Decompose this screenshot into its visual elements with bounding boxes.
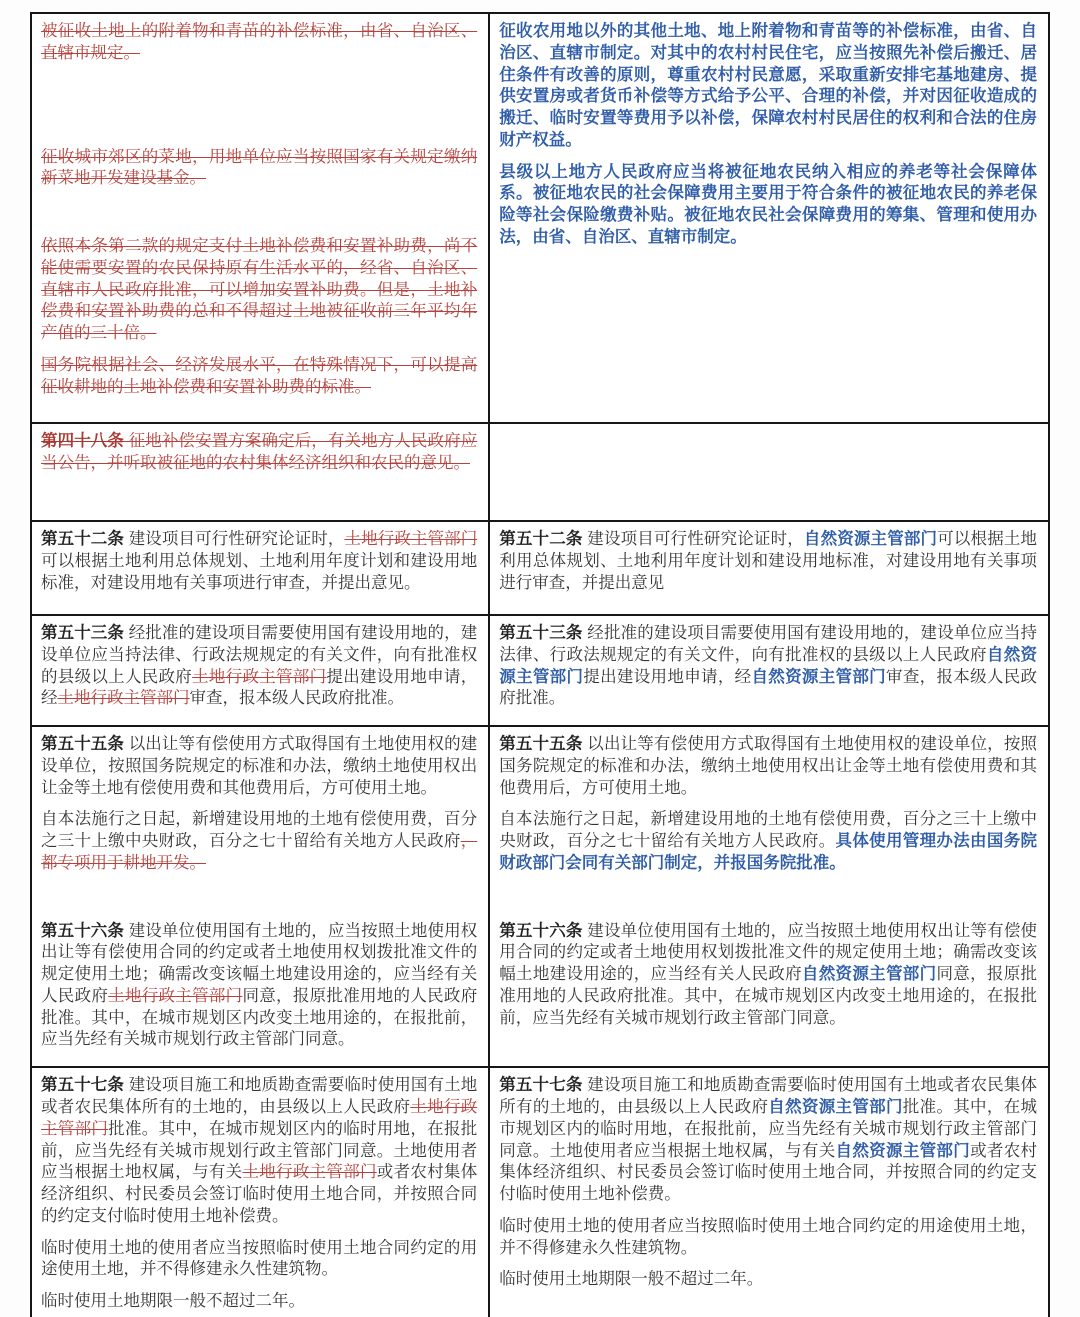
table-row bbox=[32, 520, 1048, 614]
article-number: 第五十七条 bbox=[41, 1076, 125, 1095]
article-number: 第五十五条 bbox=[499, 735, 583, 754]
body-text: 自本法施行之日起，新增建设用地的土地有偿使用费，百分之三十上缴中央财政，百分之七十留给有关地方人民政府 bbox=[41, 810, 478, 851]
body-text: 临时使用土地期限一般不超过二年。 bbox=[41, 1292, 305, 1311]
body-text: 审查，报本级人民政府批准。 bbox=[189, 689, 404, 708]
body-text: 建设项目施工和地质勘查需要临时使用国有土地或者农民集体所有的土地的，由县级以上人民政府 bbox=[41, 1076, 478, 1117]
table-row bbox=[32, 422, 1048, 520]
old-version-cell bbox=[32, 616, 488, 725]
paragraph bbox=[499, 623, 1037, 710]
added-text: 自然资源主管部门 bbox=[835, 1141, 971, 1160]
blank-line bbox=[41, 885, 477, 911]
body-text: 建设单位使用国有土地的，应当按照土地使用权出让等有偿使用合同的约定或者土地使用权划拨批准文件的规定使用土地；确需改变该幅土地建设用途的，应当经有关人民政府 bbox=[41, 921, 478, 1005]
paragraph bbox=[41, 1075, 477, 1227]
new-version-cell bbox=[488, 424, 1048, 520]
paragraph bbox=[499, 809, 1037, 874]
body-text: 建设项目可行性研究论证时， bbox=[124, 530, 345, 548]
paragraph bbox=[499, 734, 1037, 799]
paragraph bbox=[41, 1291, 477, 1313]
deleted-text: 征收城市郊区的菜地，用地单位应当按照国家有关规定缴纳新菜地开发建设基金。 bbox=[41, 147, 478, 188]
body-text: 批准。其中，在城市规划区内的临时用地，在报批前，应当先经有关城市规划行政主管部门同意。土地使用者应当根据土地权属，与有关 bbox=[499, 1098, 1038, 1160]
new-version-cell bbox=[488, 14, 1048, 422]
paragraph bbox=[41, 921, 477, 1052]
deleted-text: 土地行政主管部门 bbox=[108, 986, 243, 1005]
article-number: 第五十二条 bbox=[499, 530, 583, 548]
body-text: 经批准的建设项目需要使用国有建设用地的，建设单位应当持法律、行政法规规定的有关文件，向有批准权的县级以上人民政府 bbox=[499, 624, 1038, 664]
deleted-text: 土地行政主管部门 bbox=[41, 1098, 478, 1138]
article-number: 第五十三条 bbox=[499, 624, 583, 642]
body-text: 临时使用土地的使用者应当按照临时使用土地合同约定的用途使用土地，并不得修建永久性建筑物。 bbox=[499, 1216, 1037, 1257]
body-text: 建设单位使用国有土地的，应当按照土地使用权出让等有偿使用合同的约定或者土地使用权划拨批准文件的规定使用土地；确需改变该幅土地建设用途的，应当经有关人民政府 bbox=[499, 921, 1038, 984]
added-text: 自然资源主管部门 bbox=[499, 645, 1038, 686]
article-number: 第五十六条 bbox=[41, 921, 125, 940]
paragraph bbox=[41, 147, 477, 191]
deleted-text: 土地行政主管部门 bbox=[242, 1163, 377, 1182]
paragraph bbox=[499, 1216, 1037, 1260]
article-number: 第五十六条 bbox=[499, 921, 583, 940]
deleted-text: 征地补偿安置方案确定后，有关地方人民政府应当公告，并听取被征地的农村集体经济组织和农民的意见。 bbox=[41, 432, 478, 472]
table-row bbox=[32, 614, 1048, 725]
deleted-text: 依照本条第二款的规定支付土地补偿费和安置补助费，尚不能使需要安置的农民保持原有生活水平的，经省、自治区、直辖市人民政府批准，可以增加安置补助费。但是，土地补偿费和安置补助费的总和不得超过土地被征收前三年平均年产值的三十倍。 bbox=[41, 237, 478, 343]
table-row bbox=[32, 1066, 1048, 1317]
paragraph bbox=[41, 529, 477, 594]
body-text: 自本法施行之日起，新增建设用地的土地有偿使用费，百分之三十上缴中央财政，百分之七十留给有关地方人民政府。 bbox=[499, 810, 1037, 851]
body-text: 经批准的建设项目需要使用国有建设用地的，建设单位应当持法律、行政法规规定的有关文件，向有批准权的县级以上人民政府 bbox=[41, 624, 478, 686]
body-text: 提出建设用地申请，经 bbox=[583, 667, 752, 686]
body-text: 临时使用土地期限一般不超过二年。 bbox=[499, 1270, 764, 1289]
added-text: 县级以上地方人民政府应当将被征地农民纳入相应的养老等社会保障体系。被征地农民的社会保障费用主要用于符合条件的被征地农民的养老保险等社会保险缴费补贴。被征地农民社会保障费用的筹集、管理和使用办法，由省、自治区、直辖市制定。 bbox=[499, 162, 1037, 246]
added-text: 自然资源主管部门 bbox=[803, 530, 938, 548]
paragraph bbox=[499, 921, 1037, 1030]
paragraph bbox=[41, 1238, 477, 1282]
blank-line bbox=[41, 200, 477, 226]
old-version-cell bbox=[32, 14, 488, 422]
body-text: 可以根据土地利用总体规划、土地利用年度计划和建设用地标准，对建设用地有关事项进行审查，并提出意见。 bbox=[41, 551, 478, 592]
deleted-text: 国务院根据社会、经济发展水平，在特殊情况下，可以提高征收耕地的土地补偿费和安置补助费的标准。 bbox=[41, 355, 478, 396]
table-row bbox=[32, 14, 1048, 422]
deleted-article-number: 第四十八条 bbox=[41, 432, 125, 450]
body-text: 提出建设用地申请，经 bbox=[41, 667, 478, 708]
body-text: 建设项目施工和地质勘查需要临时使用国有土地或者农民集体所有的土地的，由县级以上人民政府 bbox=[499, 1076, 1038, 1117]
new-version-cell bbox=[488, 727, 1048, 1066]
paragraph bbox=[41, 734, 477, 799]
article-number: 第五十七条 bbox=[499, 1076, 583, 1095]
added-text: 自然资源主管部门 bbox=[801, 965, 937, 984]
body-text: 建设项目可行性研究论证时， bbox=[582, 530, 804, 548]
paragraph bbox=[41, 431, 477, 475]
new-version-cell bbox=[488, 616, 1048, 725]
body-text: 可以根据土地利用总体规划、土地利用年度计划和建设用地标准，对建设用地有关事项进行审查，并提出意见 bbox=[499, 530, 1038, 592]
paragraph bbox=[499, 1075, 1037, 1206]
body-text: 同意，报原批准用地的人民政府批准。其中，在城市规划区内改变土地用途的，在报批前，应当先经有关城市规划行政主管部门同意。 bbox=[41, 986, 478, 1049]
blank-line bbox=[41, 111, 477, 137]
paragraph bbox=[499, 529, 1037, 594]
paragraph bbox=[499, 21, 1037, 152]
article-number: 第五十三条 bbox=[41, 624, 125, 642]
deleted-text: 土地行政主管部门 bbox=[192, 667, 327, 686]
body-text: 或者农村集体经济组织、村民委员会签订临时使用土地合同，并按照合同的约定支付临时使用土地补偿费。 bbox=[41, 1163, 478, 1225]
old-version-cell bbox=[32, 424, 488, 520]
deleted-text: ，都专项用于耕地开发。 bbox=[41, 832, 478, 872]
paragraph bbox=[41, 236, 477, 345]
paragraph bbox=[41, 21, 477, 65]
paragraph bbox=[41, 623, 477, 710]
old-version-cell bbox=[32, 727, 488, 1066]
body-text: 或者农村集体经济组织、村民委员会签订临时使用土地合同，并按照合同的约定支付临时使用土地补偿费。 bbox=[499, 1141, 1038, 1204]
old-version-cell bbox=[32, 522, 488, 614]
old-version-cell bbox=[32, 1068, 488, 1317]
article-number: 第五十五条 bbox=[41, 735, 125, 754]
blank-line bbox=[41, 75, 477, 101]
new-version-cell bbox=[488, 522, 1048, 614]
table-row bbox=[32, 725, 1048, 1066]
body-text: 临时使用土地的使用者应当按照临时使用土地合同约定的用途使用土地，并不得修建永久性建筑物。 bbox=[41, 1238, 478, 1279]
paragraph bbox=[499, 1269, 1037, 1291]
paragraph bbox=[41, 355, 477, 399]
body-text: 审查，报本级人民政府批准。 bbox=[499, 667, 1038, 708]
paragraph bbox=[41, 809, 477, 874]
body-text: 以出让等有偿使用方式取得国有土地使用权的建设单位，按照国务院规定的标准和办法，缴纳土地使用权出让金等土地有偿使用费和其他费用后，方可使用土地。 bbox=[41, 735, 478, 797]
new-version-cell bbox=[488, 1068, 1048, 1317]
paragraph bbox=[499, 162, 1037, 249]
body-text: 批准。其中，在城市规划区内的临时用地，在报批前，应当先经有关城市规划行政主管部门同意。土地使用者应当根据土地权属，与有关 bbox=[41, 1119, 478, 1182]
added-text: 自然资源主管部门 bbox=[768, 1098, 903, 1117]
added-text: 自然资源主管部门 bbox=[751, 667, 886, 686]
deleted-text: 被征收土地上的附着物和青苗的补偿标准，由省、自治区、直辖市规定。 bbox=[41, 22, 478, 62]
law-comparison-table bbox=[30, 12, 1050, 1317]
article-number: 第五十二条 bbox=[41, 530, 125, 548]
body-text: 同意，报原批准用地的人民政府批准。其中，在城市规划区内改变土地用途的，在报批前，应当先经有关城市规划行政主管部门同意。 bbox=[499, 965, 1038, 1027]
added-text: 征收农用地以外的其他土地、地上附着物和青苗等的补偿标准，由省、自治区、直辖市制定。对其中的农村村民住宅，应当按照先补偿后搬迁、居住条件有改善的原则，尊重农村村民意愿，采取重新安排宅基地建房、提供安置房或者货币补偿等方式给予公平、合理的补偿，并对因征收造成的搬迁、临时安置等费用予以补偿，保障农村村民居住的权利和合法的住房财产权益。 bbox=[499, 22, 1037, 149]
deleted-text: 土地行政主管部门 bbox=[57, 689, 190, 708]
body-text: 以出让等有偿使用方式取得国有土地使用权的建设单位，按照国务院规定的标准和办法，缴纳土地使用权出让金等土地有偿使用费和其他费用后，方可使用土地。 bbox=[499, 735, 1038, 797]
added-text: 具体使用管理办法由国务院财政部门会同有关部门制定，并报国务院批准。 bbox=[499, 832, 1038, 872]
deleted-text: 土地行政主管部门 bbox=[344, 530, 478, 548]
blank-line bbox=[499, 885, 1037, 911]
